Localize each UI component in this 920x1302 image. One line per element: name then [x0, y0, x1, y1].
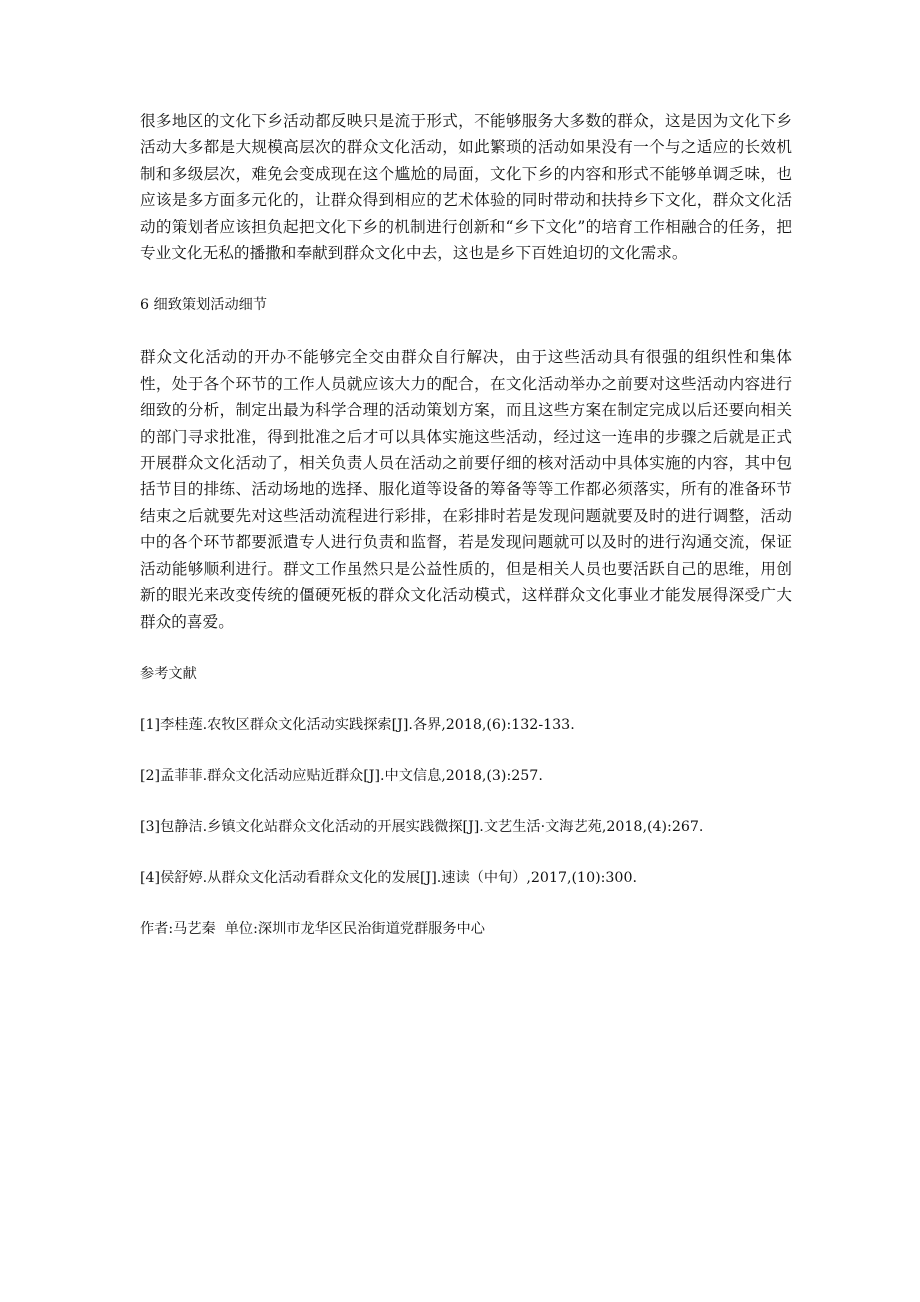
- references-title: 参考文献: [140, 665, 197, 682]
- reference-item-2: [2]孟菲菲.群众文化活动应贴近群众[J].中文信息,2018,(3):257.: [140, 767, 543, 784]
- body-paragraph-1: 很多地区的文化下乡活动都反映只是流于形式，不能够服务大多数的群众，这是因为文化下乡活动大多都是大规模高层次的群众文化活动，如此繁琐的活动如果没有一个与之适应的长效机制和多级层次，难免会变成现在这个尴尬的局面，文化下乡的内容和形式不能够单调乏味，也应该是多方面多元化的，让群众得到相应的艺术体验的同时带动和扶持乡下文化，群众文化活动的策划者应该担负起把文化下乡的机制进行创新和“乡下文化”的培育工作相融合的任务，把专业文化无私的播撒和奉献到群众文化中去，这也是乡下百姓迫切的文化需求。: [140, 112, 792, 263]
- document-page: [140, 108, 792, 941]
- reference-item-4: [4]侯舒婷.从群众文化活动看群众文化的发展[J].速读（中旬）,2017,(10):300.: [140, 869, 637, 886]
- author-line: 作者:马艺秦 单位:深圳市龙华区民治街道党群服务中心: [140, 920, 485, 937]
- reference-item-1: [1]李桂莲.农牧区群众文化活动实践探索[J].各界,2018,(6):132-133.: [140, 716, 575, 733]
- body-paragraph-2: 群众文化活动的开办不能够完全交由群众自行解决，由于这些活动具有很强的组织性和集体性，处于各个环节的工作人员就应该大力的配合，在文化活动举办之前要对这些活动内容进行细致的分析，制定出最为科学合理的活动策划方案，而且这些方案在制定完成以后还要向相关的部门寻求批准，得到批准之后才可以具体实施这些活动，经过这一连串的步骤之后就是正式开展群众文化活动了，相关负责人员在活动之前要仔细的核对活动中具体实施的内容，其中包括节目的排练、活动场地的选择、服化道等设备的筹备等等工作都必须落实，所有的准备环节结束之后就要先对这些活动流程进行彩排，在彩排时若是发现问题就要及时的进行调整，活动中的各个环节都要派遣专人进行负责和监督，若是发现问题就可以及时的进行沟通交流，保证活动能够顺利进行。群文工作虽然只是公益性质的，但是相关人员也要活跃自己的思维，用创新的眼光来改变传统的僵硬死板的群众文化活动模式，这样群众文化事业才能发展得深受广大群众的喜爱。: [140, 348, 792, 631]
- reference-item-3: [3]包静洁.乡镇文化站群众文化活动的开展实践微探[J].文艺生活·文海艺苑,2018,(4):267.: [140, 818, 704, 835]
- section-heading: 6 细致策划活动细节: [140, 297, 268, 314]
